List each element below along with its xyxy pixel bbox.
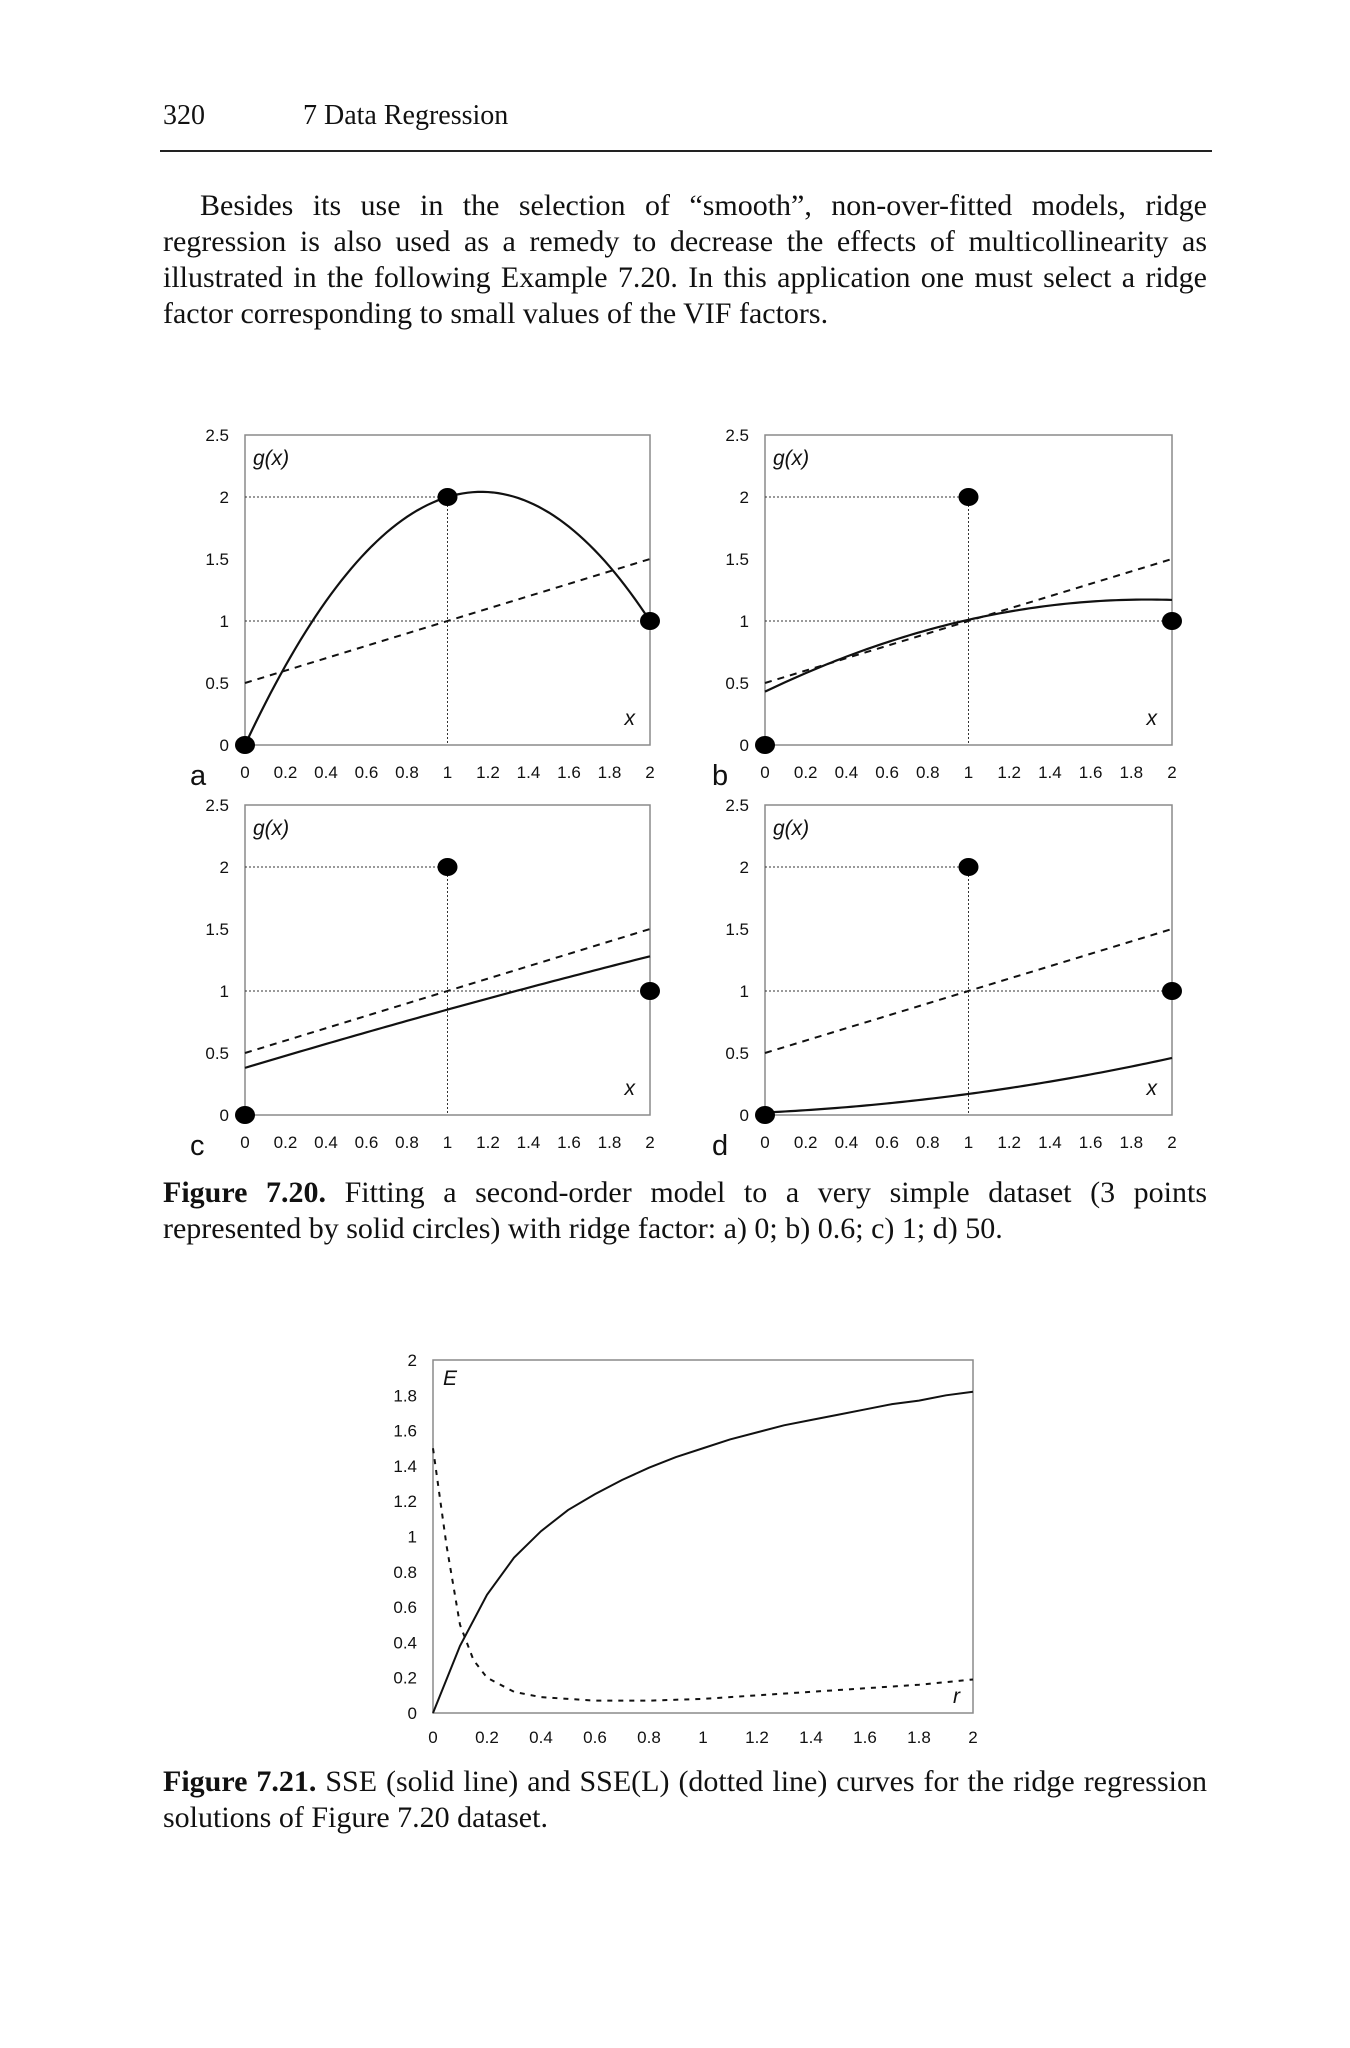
y-tick-label: 1.5 (725, 920, 749, 939)
page-number: 320 (163, 100, 205, 131)
x-tick-label: 1.8 (1119, 1133, 1144, 1152)
x-tick-label: 0.4 (834, 763, 859, 782)
x-tick-label: 1.8 (597, 1133, 622, 1152)
y-axis-label: g(x) (773, 817, 810, 840)
panel-letter: a (190, 760, 207, 792)
x-tick-label: 0.4 (314, 763, 338, 782)
x-tick-label: 0.6 (875, 1133, 899, 1152)
sse-l-curve (433, 1448, 973, 1700)
x-tick-label: 1.8 (1119, 763, 1144, 782)
panel-letter: b (712, 760, 729, 792)
x-axis-label: x (624, 707, 635, 730)
y-tick-label: 0 (219, 1106, 229, 1125)
y-tick-label: 1 (407, 1527, 417, 1547)
chapter-title: 7 Data Regression (303, 100, 509, 131)
x-tick-label: 1.2 (745, 1728, 769, 1747)
x-tick-label: 0.4 (529, 1728, 553, 1747)
x-tick-label: 2 (1167, 1133, 1177, 1152)
y-tick-label: 2 (219, 858, 229, 877)
x-tick-label: 2 (1167, 763, 1177, 782)
y-tick-label: 0.8 (393, 1562, 417, 1582)
y-tick-label: 0.5 (205, 1044, 229, 1063)
x-tick-label: 0.4 (834, 1133, 859, 1152)
x-tick-label: 1.4 (1038, 763, 1062, 782)
y-tick-label: 2 (219, 488, 229, 507)
x-tick-label: 1.4 (1038, 1133, 1062, 1152)
x-axis-label: x (1146, 1077, 1157, 1100)
x-axis-label: r (953, 1685, 960, 1708)
x-tick-label: 0.8 (395, 763, 419, 782)
y-axis-label: g(x) (253, 447, 290, 470)
x-tick-label: 0.4 (314, 1133, 338, 1152)
y-tick-label: 2.5 (205, 796, 229, 815)
y-tick-label: 0.5 (205, 674, 229, 693)
y-tick-label: 1 (739, 982, 749, 1001)
x-tick-label: 0.2 (793, 763, 818, 782)
x-tick-label: 1.6 (557, 763, 581, 782)
x-tick-label: 0 (760, 763, 770, 782)
x-tick-label: 1.2 (997, 1133, 1022, 1152)
x-tick-label: 0.2 (273, 1133, 298, 1152)
x-tick-label: 0.8 (915, 1133, 940, 1152)
x-tick-label: 1.6 (1078, 763, 1103, 782)
x-tick-label: 1.8 (597, 763, 622, 782)
x-tick-label: 1.6 (557, 1133, 581, 1152)
y-tick-label: 2.5 (725, 796, 749, 815)
x-tick-label: 1.2 (476, 1133, 500, 1152)
y-tick-label: 1.6 (393, 1421, 417, 1441)
x-tick-label: 0.8 (637, 1728, 661, 1747)
x-tick-label: 1.6 (1078, 1133, 1103, 1152)
y-tick-label: 1.8 (393, 1386, 417, 1406)
x-tick-label: 1 (698, 1728, 708, 1747)
y-tick-label: 1 (739, 612, 749, 631)
x-tick-label: 1.8 (907, 1728, 931, 1747)
x-tick-label: 1.6 (853, 1728, 877, 1747)
x-tick-label: 1 (442, 763, 453, 782)
y-tick-label: 1.2 (393, 1492, 417, 1512)
x-tick-label: 2 (645, 763, 655, 782)
y-tick-label: 1.5 (725, 550, 749, 569)
y-tick-label: 2 (407, 1351, 417, 1370)
x-axis-label: x (624, 1077, 635, 1100)
y-tick-label: 2 (739, 858, 749, 877)
x-tick-label: 1.2 (476, 763, 500, 782)
x-tick-label: 1 (963, 763, 974, 782)
y-tick-label: 0 (739, 736, 749, 755)
body-paragraph: Besides its use in the selection of “smooth”, non-over-fitted models, ridge regression is also used as a remedy to decrease the effects of multicollinearity as illustrated in the following Example 7.20. In this application one must select a ridge factor corresponding to small values of the VIF factors. (163, 189, 1207, 330)
figure-7-21-caption (163, 1764, 1207, 1836)
x-tick-label: 0 (240, 1133, 250, 1152)
y-tick-label: 0.5 (725, 1044, 749, 1063)
figure-7-20-caption-label: Figure 7.20. (163, 1176, 327, 1209)
y-tick-label: 1.4 (393, 1456, 417, 1476)
x-axis-label: x (1146, 707, 1157, 730)
x-tick-label: 0.6 (583, 1728, 607, 1747)
y-tick-label: 2.5 (205, 426, 229, 445)
y-tick-label: 1.5 (205, 920, 229, 939)
x-tick-label: 0 (760, 1133, 770, 1152)
y-tick-label: 0.2 (393, 1668, 417, 1688)
x-tick-label: 0.6 (354, 1133, 379, 1152)
x-tick-label: 1.4 (516, 1133, 541, 1152)
y-tick-label: 2.5 (725, 426, 749, 445)
x-tick-label: 0.6 (354, 763, 379, 782)
y-tick-label: 2 (739, 488, 749, 507)
y-tick-label: 1 (219, 982, 229, 1001)
y-axis-label: g(x) (773, 447, 810, 470)
y-tick-label: 0 (407, 1704, 417, 1723)
y-tick-label: 1 (219, 612, 229, 631)
x-tick-label: 1.4 (799, 1728, 823, 1747)
panel-letter: d (712, 1130, 729, 1162)
x-tick-label: 1 (442, 1133, 453, 1152)
x-tick-label: 0.6 (875, 763, 899, 782)
x-tick-label: 1.2 (997, 763, 1022, 782)
chart-panel-e (393, 1351, 977, 1747)
x-tick-label: 0 (240, 763, 250, 782)
x-tick-label: 0.2 (793, 1133, 818, 1152)
y-tick-label: 0 (219, 736, 229, 755)
figure-7-21-caption-label: Figure 7.21. (163, 1765, 317, 1798)
y-tick-label: 0 (739, 1106, 749, 1125)
plot-frame (433, 1360, 973, 1713)
x-tick-label: 1 (963, 1133, 974, 1152)
x-tick-label: 1.4 (516, 763, 541, 782)
y-tick-label: 1.5 (205, 550, 229, 569)
x-tick-label: 0.8 (915, 763, 940, 782)
figure-7-21-caption-text: SSE (solid line) and SSE(L) (dotted line) curves for the ridge regression solutions of Figure 7.20 dataset. (163, 1765, 1207, 1834)
y-axis-label: g(x) (253, 817, 290, 840)
y-tick-label: 0.6 (393, 1598, 417, 1618)
panel-letter: c (190, 1130, 205, 1162)
y-tick-label: 0.4 (393, 1633, 417, 1653)
x-tick-label: 2 (968, 1728, 978, 1747)
x-tick-label: 0.8 (395, 1133, 419, 1152)
x-tick-label: 0.2 (273, 763, 298, 782)
y-tick-label: 0.5 (725, 674, 749, 693)
x-tick-label: 2 (645, 1133, 655, 1152)
sse-curve (433, 1392, 973, 1713)
x-tick-label: 0 (428, 1728, 438, 1747)
x-tick-label: 0.2 (475, 1728, 499, 1747)
y-axis-label: E (443, 1367, 458, 1390)
figure-7-20-caption-text: Fitting a second-order model to a very simple dataset (3 points represented by solid circles) with ridge factor: a) 0; b) 0.6; c) 1; d) 50. (163, 1176, 1207, 1245)
